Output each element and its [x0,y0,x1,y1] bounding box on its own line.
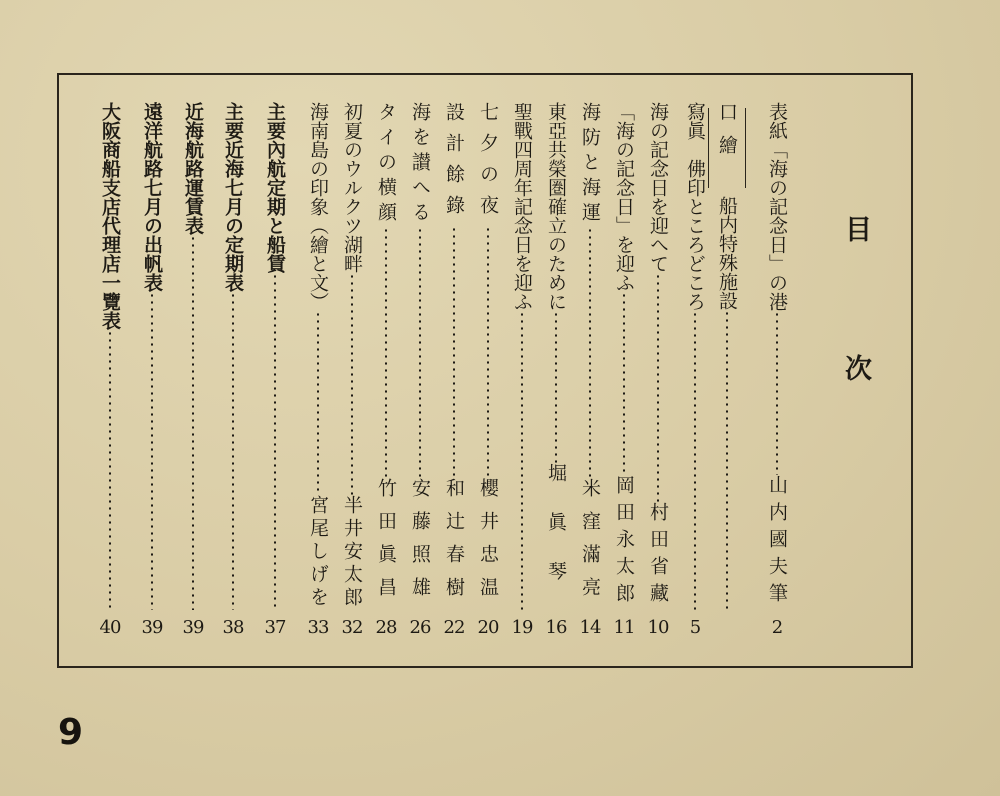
toc-entry-page: 37 [264,617,286,638]
toc-entry[interactable] [575,102,605,640]
toc-entry[interactable] [260,102,290,640]
page-title: 目次 [840,215,871,493]
toc-entry-author: 村田省藏 [647,502,669,610]
leader-dots [151,292,153,610]
toc-entry-page: 2 [771,617,783,638]
toc-entry[interactable] [643,102,673,640]
toc-entry[interactable] [303,102,333,640]
toc-entry-author: 宮尾しげを [307,495,329,610]
toc-entry[interactable] [137,102,167,640]
toc-entry-author: 櫻井忠温 [477,478,499,610]
leader-dots [623,292,625,475]
toc-entry-photos[interactable] [680,102,710,640]
toc-entry[interactable] [95,102,125,640]
toc-entry-page: 39 [141,617,163,638]
leader-dots [453,226,455,478]
toc-entry-author: 和辻春樹 [443,478,465,610]
leader-dots [776,311,778,475]
toc-entry-title: 「海の記念日」を迎ふ [613,102,635,292]
toc-entry[interactable] [609,102,639,640]
toc-entry-page: 28 [375,617,397,638]
toc-entry-author: 米窪滿亮 [579,478,601,610]
toc-entry-page: 39 [182,617,204,638]
toc-entry-author: 岡田永太郎 [613,475,635,610]
toc-entry-title: 主要內航定期と船賃 [264,102,286,273]
toc-entry-title: 遠洋航路七月の出帆表 [141,102,163,292]
leader-dots [192,235,194,610]
toc-entry-page: 32 [341,617,363,638]
toc-entry-title: 設計餘錄 [443,102,465,226]
toc-entry[interactable] [439,102,469,640]
toc-entry-title: 海の記念日を迎へて [647,102,669,273]
leader-dots [317,311,319,495]
page-number: 9 [58,712,84,753]
toc-entry[interactable] [178,102,208,640]
toc-entry-page: 16 [545,617,567,638]
leader-dots [487,226,489,478]
toc-entry[interactable] [371,102,401,640]
toc-entry-page [712,616,742,640]
leader-dots [109,330,111,610]
toc-entry-title: 船内特殊施設 [716,196,738,310]
toc-entry-page: 19 [511,617,533,638]
leader-dots [521,311,523,610]
toc-entry-ship-facilities[interactable] [712,196,742,640]
toc-entry-title: 海を讃へる [409,102,431,227]
toc-entry-title: 初夏のウルクツ湖畔 [341,102,363,273]
leader-dots [419,227,421,478]
toc-entry-author: 竹田眞昌 [375,478,397,610]
toc-section-frontispiece [712,102,742,182]
toc-entry-title: 海南島の印象（繪と文） [307,102,329,311]
toc-entry-author: 半井安太郎 [341,495,363,610]
toc-entry-page: 38 [222,617,244,638]
toc-entry-title: 表紙「海の記念日」の港 [766,102,788,311]
toc-entry-page: 40 [99,617,121,638]
leader-dots [232,292,234,610]
leader-dots [351,273,353,495]
toc-entry-title: 近海航路運賃表 [182,102,204,235]
toc-entry-author: 安藤照雄 [409,478,431,610]
toc-entry-title: 海防と海運 [579,102,601,227]
toc-entry-title: 寫眞 佛印ところどころ [684,102,706,311]
leader-dots [555,311,557,463]
leader-dots [274,273,276,610]
toc-entry[interactable] [507,102,537,640]
toc-entry-page: 11 [613,617,635,638]
toc-entry-page: 5 [689,617,701,638]
leader-dots [657,273,659,502]
toc-entry[interactable] [218,102,248,640]
leader-dots [726,310,728,610]
toc-entry-title: 主要近海七月の定期表 [222,102,244,292]
toc-entry-title: 大阪商船支店代理店一覽表 [99,102,121,330]
leader-dots [694,311,696,610]
toc-entry-title: 聖戰四周年記念日を迎ふ [511,102,533,311]
toc-entry[interactable] [405,102,435,640]
toc-entry[interactable] [337,102,367,640]
toc-entry-page: 20 [477,617,499,638]
toc-entry-page: 10 [647,617,669,638]
toc-entry-title: タイの横顔 [375,102,397,227]
toc-entry-cover[interactable] [762,102,792,640]
leader-dots [385,227,387,478]
toc-entry-title: 七夕の夜 [477,102,499,226]
toc-section-label: 口繪 [716,102,738,168]
toc-entry-page: 26 [409,617,431,638]
toc-entry-title: 東亞共榮圏確立のために [545,102,567,311]
toc-entry-author: 山内國夫筆 [766,475,788,610]
toc-entry[interactable] [473,102,503,640]
leader-dots [589,227,591,478]
toc-entry[interactable] [541,102,571,640]
toc-entry-author: 堀眞琴 [545,463,567,610]
toc-entry-page: 33 [307,617,329,638]
toc-entry-page: 14 [579,617,601,638]
toc-entry-page: 22 [443,617,465,638]
